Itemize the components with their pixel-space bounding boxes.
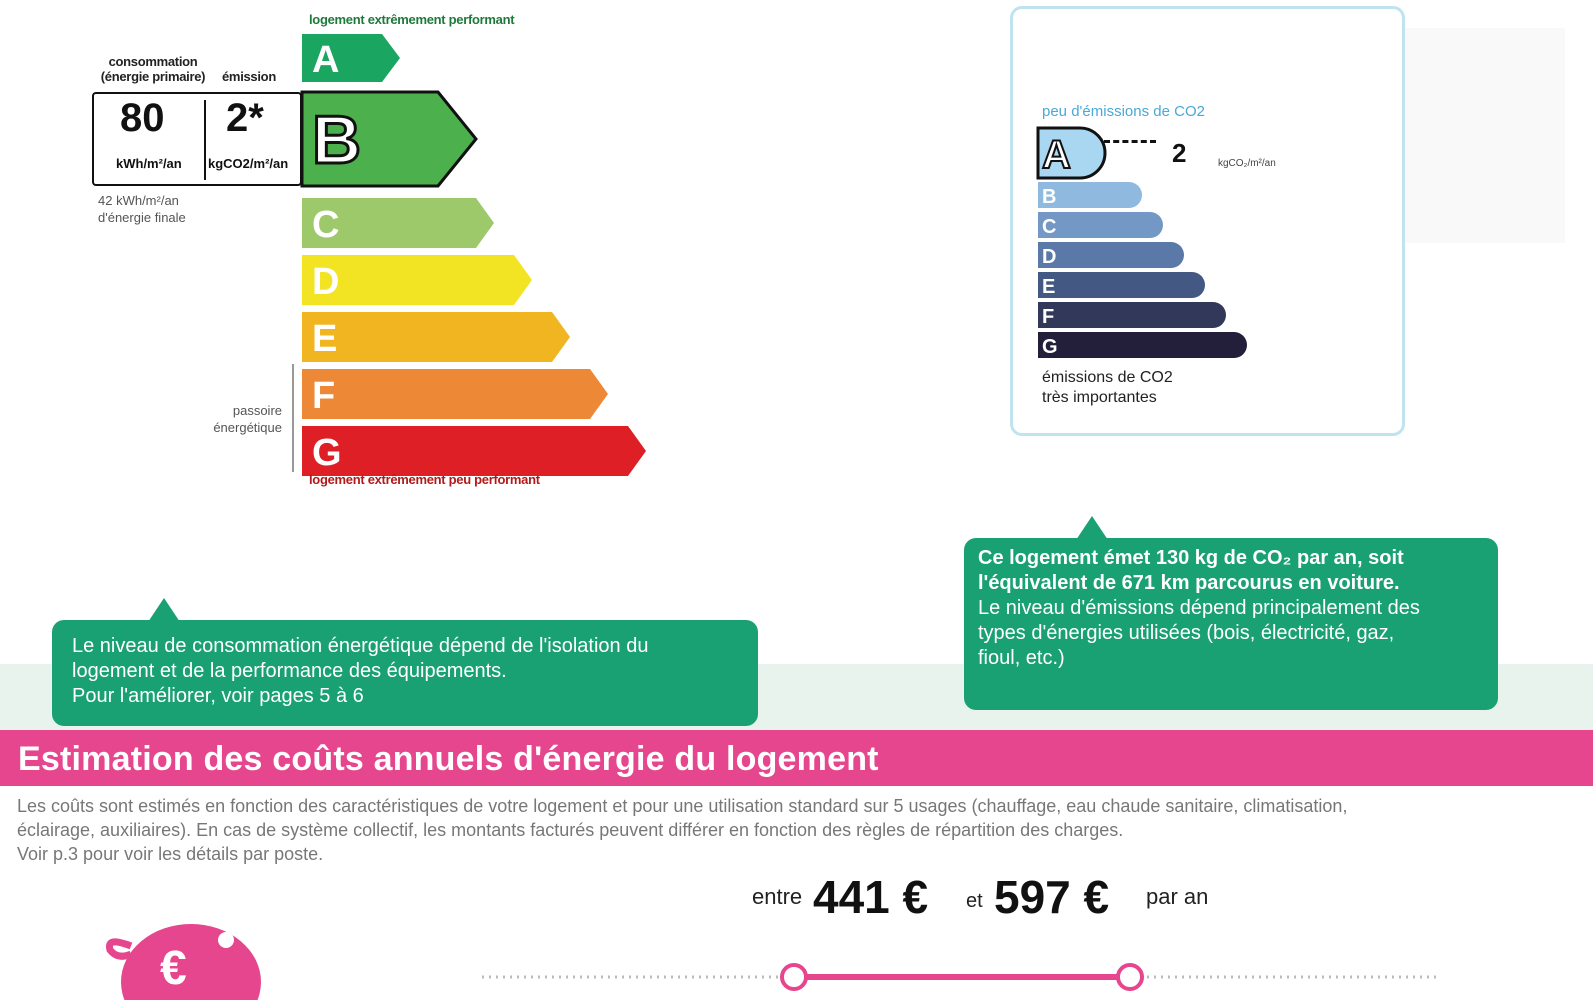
consumption-info-bubble <box>52 620 758 726</box>
energy-class-bar-f <box>302 369 608 419</box>
cost-entre-label: entre <box>752 884 803 909</box>
energy-class-letter-g: G <box>312 432 342 474</box>
costs-description <box>17 794 1577 866</box>
co2-pointer-line <box>1104 140 1156 143</box>
co2-class-letter-f: F <box>1042 306 1055 328</box>
bubble-left-line2: logement et de la performance des équipements. <box>72 660 507 682</box>
co2-class-letter-c: C <box>1042 216 1057 238</box>
consumption-column-label: consommation (énergie primaire) <box>100 54 206 84</box>
bubble-right-line5: fioul, etc.) <box>978 647 1065 669</box>
costs-desc-line1: Les coûts sont estimés en fonction des caractéristiques de votre logement et pour une utilisation standard sur 5 usages (chauffage, eau chaude sanitaire, climatisation, <box>17 796 1348 816</box>
bubble-left-line3: Pour l'améliorer, voir pages 5 à 6 <box>72 685 364 707</box>
costs-desc-line3: Voir p.3 pour voir les détails par poste. <box>17 844 324 864</box>
cost-low-marker <box>782 965 806 989</box>
emission-unit: kgCO2/m²/an <box>208 156 289 171</box>
co2-class-bar-g <box>1038 332 1247 358</box>
energy-class-letter-f: F <box>312 375 336 417</box>
co2-class-letter-d: D <box>1042 246 1057 268</box>
energy-class-letter-d: D <box>312 261 340 303</box>
costs-title: Estimation des coûts annuels d'énergie du logement <box>18 740 879 778</box>
cost-low-value: 441 € <box>813 871 929 923</box>
co2-class-bar-d <box>1038 242 1184 268</box>
final-energy-note: 42 kWh/m²/an d'énergie finale <box>98 193 186 225</box>
co2-class-bar-f <box>1038 302 1226 328</box>
costs-title-bar <box>0 730 1593 786</box>
cost-par-an-label: par an <box>1146 884 1209 909</box>
emission-value: 2* <box>226 96 264 140</box>
co2-top-caption: peu d'émissions de CO2 <box>1042 103 1205 120</box>
current-rating-box <box>92 92 302 186</box>
energy-class-bar-g <box>302 426 646 476</box>
costs-desc-line2: éclairage, auxiliaires). En cas de système collectif, les montants facturés peuvent différer en fonction des règles de répartition des charges. <box>17 820 1124 840</box>
energy-class-letter-c: C <box>312 204 340 246</box>
energy-class-bars <box>0 0 700 480</box>
co2-class-letter-b: B <box>1042 186 1057 208</box>
passoire-bracket <box>292 364 294 472</box>
energy-class-letter-e: E <box>312 318 338 360</box>
co2-class-letter-g: G <box>1042 336 1058 358</box>
co2-class-letter-e: E <box>1042 276 1056 298</box>
co2-class-bar-c <box>1038 212 1163 238</box>
energy-class-bar-e <box>302 312 570 362</box>
consumption-unit: kWh/m²/an <box>116 156 182 171</box>
co2-class-letter-a: A <box>1042 133 1071 177</box>
co2-class-bar-e <box>1038 272 1205 298</box>
piggy-bank-icon <box>96 906 286 1000</box>
co2-class-bars <box>1030 120 1360 370</box>
passoire-label: passoire énergétique <box>213 403 282 435</box>
co2-unit: kgCO₂/m²/an <box>1218 158 1276 169</box>
energy-top-caption: logement extrêmement performant <box>309 12 515 27</box>
co2-bottom-caption: émissions de CO2 très importantes <box>1042 369 1173 406</box>
energy-bottom-caption: logement extrêmement peu performant <box>309 472 540 487</box>
emission-column-label: émission <box>222 69 276 84</box>
consumption-value: 80 <box>120 96 165 140</box>
cost-range-slider <box>470 955 1450 995</box>
bubble-left-line1: Le niveau de consommation énergétique dépend de l'isolation du <box>72 635 649 657</box>
euro-icon: € <box>160 942 187 995</box>
energy-class-letter-a: A <box>312 39 340 81</box>
cost-high-marker <box>1118 965 1142 989</box>
bubble-right-bold1: Ce logement émet 130 kg de CO₂ par an, soit <box>978 547 1404 569</box>
energy-class-letter-b: B <box>312 102 362 178</box>
cost-high-value: 597 € <box>994 871 1110 923</box>
emissions-info-bubble <box>964 538 1498 710</box>
bubble-right-line4: types d'énergies utilisées (bois, électricité, gaz, <box>978 622 1395 644</box>
cost-et-label: et <box>966 890 983 912</box>
bubble-right-bold2: l'équivalent de 671 km parcourus en voiture. <box>978 572 1400 594</box>
co2-value: 2 <box>1172 138 1187 168</box>
bubble-right-line3: Le niveau d'émissions dépend principalement des <box>978 597 1420 619</box>
